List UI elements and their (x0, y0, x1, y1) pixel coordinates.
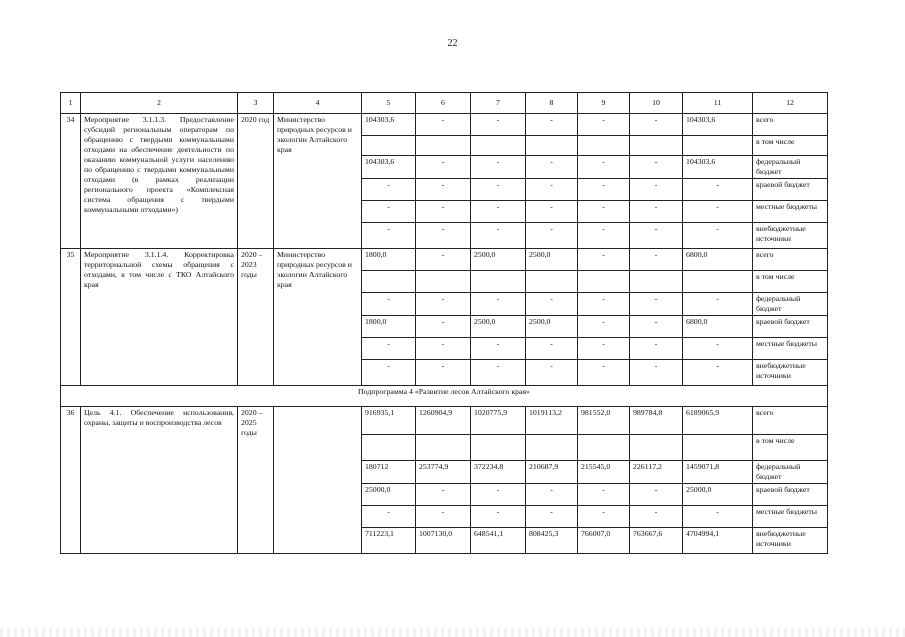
value-cell: - (683, 223, 753, 249)
value-cell: 104303,6 (362, 114, 416, 136)
value-cell: - (526, 179, 578, 201)
value-cell: - (578, 249, 630, 271)
value-cell: 104303,6 (683, 156, 753, 179)
funding-source: федеральный бюджет (753, 293, 828, 316)
value-cell: - (362, 223, 416, 249)
funding-source: федеральный бюджет (753, 156, 828, 179)
value-cell: - (578, 338, 630, 360)
value-cell: 104303,6 (683, 114, 753, 136)
value-cell: - (526, 201, 578, 223)
value-cell: 180712 (362, 461, 416, 484)
subprogram-row (61, 386, 828, 407)
value-cell (416, 271, 471, 293)
row-number: 35 (61, 249, 81, 386)
header-cell: 4 (274, 93, 362, 114)
value-cell: - (471, 484, 526, 506)
value-cell: 6189065,9 (683, 407, 753, 435)
scan-edge (0, 628, 905, 637)
value-cell: - (578, 201, 630, 223)
value-cell: - (526, 223, 578, 249)
table-body (61, 93, 828, 554)
header-cell: 2 (81, 93, 238, 114)
value-cell: 981552,0 (578, 407, 630, 435)
value-cell: - (416, 179, 471, 201)
value-cell: - (362, 201, 416, 223)
table-row (61, 407, 828, 435)
value-cell: 226117,2 (630, 461, 683, 484)
funding-source: всего (753, 407, 828, 435)
value-cell: 210687,9 (526, 461, 578, 484)
value-cell: 2500,0 (526, 316, 578, 338)
value-cell: - (526, 293, 578, 316)
value-cell: 763667,6 (630, 528, 683, 554)
table-row (61, 249, 828, 271)
measure-name: Цель 4.1. Обеспечение использования, охраны, защиты и воспроизводства лесов (81, 407, 238, 554)
value-cell: 2500,0 (526, 249, 578, 271)
value-cell (362, 435, 416, 461)
value-cell: 25000,0 (683, 484, 753, 506)
budget-table (60, 92, 828, 554)
value-cell: - (416, 201, 471, 223)
funding-source: краевой бюджет (753, 316, 828, 338)
value-cell: 989784,8 (630, 407, 683, 435)
value-cell (683, 435, 753, 461)
value-cell: - (362, 506, 416, 528)
value-cell: - (416, 338, 471, 360)
value-cell: 2500,0 (471, 316, 526, 338)
value-cell: 916935,1 (362, 407, 416, 435)
value-cell: - (683, 293, 753, 316)
period: 2020 – 2023 годы (238, 249, 274, 386)
value-cell: - (630, 201, 683, 223)
value-cell: 766007,0 (578, 528, 630, 554)
value-cell (630, 435, 683, 461)
value-cell: - (416, 293, 471, 316)
value-cell: - (683, 179, 753, 201)
subprogram-title: Подпрограмма 4 «Развитие лесов Алтайского края» (61, 386, 828, 407)
value-cell: - (630, 223, 683, 249)
value-cell (630, 271, 683, 293)
value-cell: - (578, 293, 630, 316)
value-cell: - (471, 360, 526, 386)
value-cell: - (362, 360, 416, 386)
value-cell: - (526, 506, 578, 528)
value-cell: - (578, 179, 630, 201)
value-cell: - (630, 338, 683, 360)
value-cell (630, 136, 683, 156)
value-cell: - (526, 360, 578, 386)
value-cell: 648541,1 (471, 528, 526, 554)
value-cell: - (630, 293, 683, 316)
value-cell: 4704994,1 (683, 528, 753, 554)
header-cell: 3 (238, 93, 274, 114)
funding-source: всего (753, 114, 828, 136)
value-cell: - (683, 201, 753, 223)
value-cell (471, 136, 526, 156)
executor: Министерство природных ресурсов и экологии Алтайского края (274, 249, 362, 386)
header-cell: 11 (683, 93, 753, 114)
value-cell: - (526, 156, 578, 179)
value-cell (578, 271, 630, 293)
funding-source: местные бюджеты (753, 201, 828, 223)
measure-name: Мероприятие 3.1.1.3. Предоставление субсидий региональным операторам по обращению с твердыми коммунальными отходами на обеспечение деятельности по оказанию коммунальной услуги населению по обращению с твердыми коммунальными отходами (в рамках реализации регионального проекта «Комплексная система обращения с твердыми коммунальными отходами») (81, 114, 238, 249)
value-cell: 2500,0 (471, 249, 526, 271)
value-cell: - (578, 506, 630, 528)
period: 2020 – 2025 годы (238, 407, 274, 554)
value-cell: 1800,0 (362, 249, 416, 271)
measure-name: Мероприятие 3.1.1.4. Корректировка территориальной схемы обращения с отходами, в том числе с ТКО Алтайского края (81, 249, 238, 386)
value-cell: 253774,9 (416, 461, 471, 484)
value-cell: - (683, 506, 753, 528)
value-cell: 25000,0 (362, 484, 416, 506)
value-cell: - (683, 338, 753, 360)
period: 2020 год (238, 114, 274, 249)
value-cell: 1020775,9 (471, 407, 526, 435)
value-cell (416, 136, 471, 156)
value-cell: 6800,0 (683, 249, 753, 271)
value-cell (578, 136, 630, 156)
row-number: 36 (61, 407, 81, 554)
funding-source: краевой бюджет (753, 484, 828, 506)
value-cell: - (362, 338, 416, 360)
value-cell: - (362, 293, 416, 316)
value-cell: - (416, 249, 471, 271)
funding-source: местные бюджеты (753, 338, 828, 360)
value-cell (526, 136, 578, 156)
header-row (61, 93, 828, 114)
executor: Министерство природных ресурсов и экологии Алтайского края (274, 114, 362, 249)
value-cell: - (683, 360, 753, 386)
value-cell: 1459071,8 (683, 461, 753, 484)
value-cell: - (416, 484, 471, 506)
header-cell: 8 (526, 93, 578, 114)
value-cell (526, 271, 578, 293)
value-cell (471, 271, 526, 293)
funding-source: федеральный бюджет (753, 461, 828, 484)
header-cell: 12 (753, 93, 828, 114)
value-cell (471, 435, 526, 461)
value-cell (683, 136, 753, 156)
value-cell: - (416, 506, 471, 528)
header-cell: 1 (61, 93, 81, 114)
funding-source: в том числе (753, 435, 828, 461)
value-cell (578, 435, 630, 461)
value-cell: - (578, 114, 630, 136)
header-cell: 5 (362, 93, 416, 114)
value-cell: - (471, 156, 526, 179)
value-cell (683, 271, 753, 293)
value-cell: - (471, 506, 526, 528)
value-cell: 104303,6 (362, 156, 416, 179)
executor (274, 407, 362, 554)
funding-source: в том числе (753, 271, 828, 293)
value-cell: - (526, 484, 578, 506)
funding-source: внебюджетные источники (753, 528, 828, 554)
value-cell: - (578, 223, 630, 249)
table-row (61, 114, 828, 136)
value-cell: - (416, 156, 471, 179)
funding-source: внебюджетные источники (753, 360, 828, 386)
funding-source: краевой бюджет (753, 179, 828, 201)
value-cell: - (471, 201, 526, 223)
value-cell: 6800,0 (683, 316, 753, 338)
row-number: 34 (61, 114, 81, 249)
value-cell: - (416, 316, 471, 338)
value-cell: - (578, 316, 630, 338)
value-cell (362, 271, 416, 293)
value-cell: 808425,3 (526, 528, 578, 554)
value-cell: - (471, 293, 526, 316)
value-cell: - (526, 338, 578, 360)
funding-source: в том числе (753, 136, 828, 156)
value-cell: - (471, 114, 526, 136)
header-cell: 10 (630, 93, 683, 114)
value-cell: - (471, 223, 526, 249)
value-cell: 711223,1 (362, 528, 416, 554)
value-cell: 1800,0 (362, 316, 416, 338)
value-cell: - (630, 114, 683, 136)
funding-source: всего (753, 249, 828, 271)
value-cell: 1007130,0 (416, 528, 471, 554)
value-cell: 1260904,9 (416, 407, 471, 435)
value-cell: - (416, 223, 471, 249)
value-cell: - (416, 360, 471, 386)
value-cell: - (471, 338, 526, 360)
value-cell (526, 435, 578, 461)
value-cell: - (630, 506, 683, 528)
page-number: 22 (447, 38, 458, 49)
value-cell: - (630, 179, 683, 201)
value-cell: - (526, 114, 578, 136)
value-cell: 372234,8 (471, 461, 526, 484)
value-cell (416, 435, 471, 461)
funding-source: внебюджетные источники (753, 223, 828, 249)
value-cell: 215545,0 (578, 461, 630, 484)
value-cell: - (471, 179, 526, 201)
value-cell: - (578, 360, 630, 386)
header-cell: 9 (578, 93, 630, 114)
value-cell: - (630, 156, 683, 179)
value-cell: - (578, 484, 630, 506)
header-cell: 7 (471, 93, 526, 114)
value-cell: - (416, 114, 471, 136)
value-cell: - (630, 484, 683, 506)
header-cell: 6 (416, 93, 471, 114)
value-cell: - (578, 156, 630, 179)
value-cell (362, 136, 416, 156)
value-cell: 1019113,2 (526, 407, 578, 435)
value-cell: - (362, 179, 416, 201)
funding-source: местные бюджеты (753, 506, 828, 528)
value-cell: - (630, 316, 683, 338)
value-cell: - (630, 249, 683, 271)
value-cell: - (630, 360, 683, 386)
